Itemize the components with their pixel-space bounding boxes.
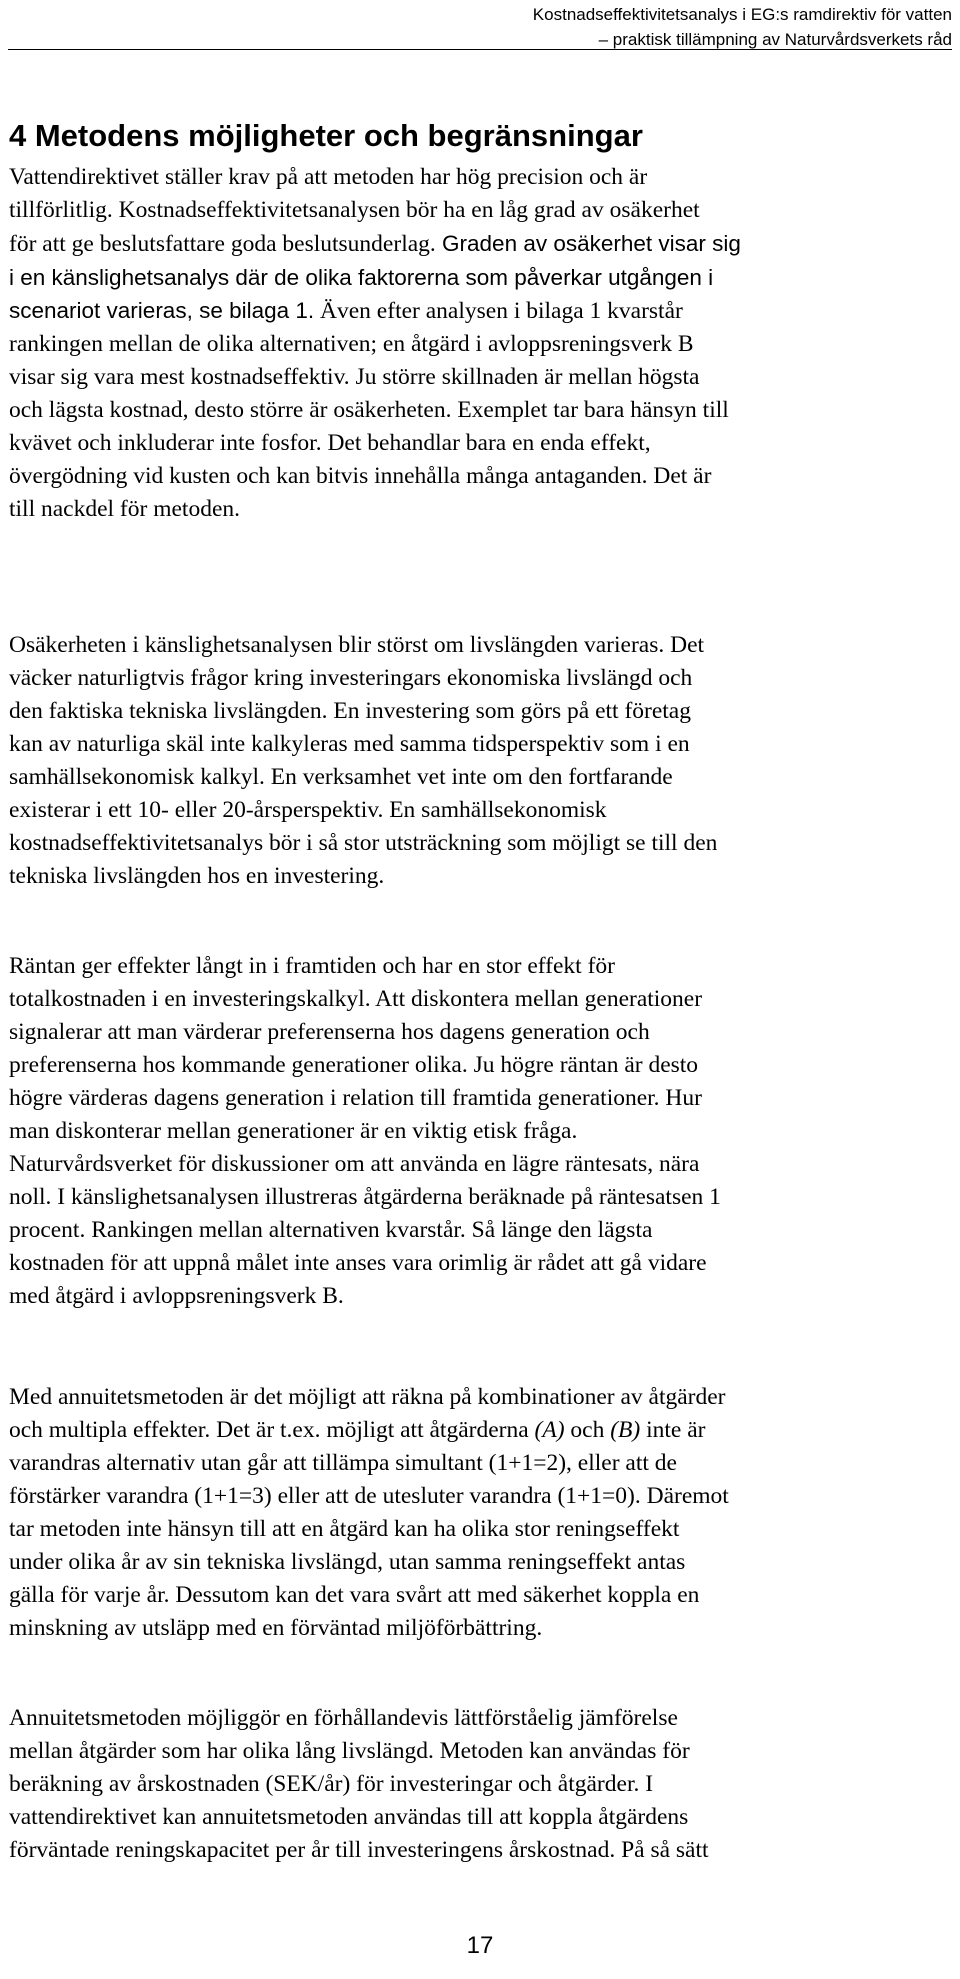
text-line: kostnaden för att uppnå målet inte anses vara orimlig är rådet att gå vidare [9, 1250, 707, 1276]
text-line: övergödning vid kusten och kan bitvis innehålla många antaganden. Det är [9, 463, 712, 489]
text-line: tekniska livslängden hos en investering. [9, 863, 385, 889]
paragraph-precision [9, 161, 954, 526]
text-line: kostnadseffektivitetsanalys bör i så stor utsträckning som möjligt se till den [9, 830, 718, 856]
text-line: minskning av utsläpp med en förväntad miljöförbättring. [9, 1615, 543, 1641]
text-line: samhällsekonomisk kalkyl. En verksamhet vet inte om den fortfarande [9, 764, 673, 790]
page-number: 17 [466, 1932, 494, 1959]
paragraph-lifespan [9, 629, 954, 893]
text-line: tar metoden inte hänsyn till att en åtgärd kan ha olika stor reningseffekt [9, 1516, 680, 1542]
section-heading: 4 Metodens möjligheter och begränsningar [9, 118, 643, 153]
text-line: till nackdel för metoden. [9, 496, 241, 522]
paragraph-annuity-comparison [9, 1702, 954, 1867]
paragraph-interest-rate [9, 950, 954, 1313]
text-line: Vattendirektivet ställer krav på att metoden har hög precision och är [9, 164, 648, 190]
text-line: totalkostnaden i en investeringskalkyl. Att diskontera mellan generationer [9, 986, 703, 1012]
text-line: förväntade reningskapacitet per år till investeringens årskostnad. På så sätt [9, 1837, 709, 1863]
text-line: varandras alternativ utan går att tillämpa simultant (1+1=2), eller att de [9, 1450, 677, 1476]
running-header-subtitle: – praktisk tillämpning av Naturvårdsverkets råd [598, 30, 952, 49]
text-line: Osäkerheten i känslighetsanalysen blir störst om livslängden varieras. Det [9, 632, 705, 658]
text-line: signalerar att man värderar preferenserna hos dagens generation och [9, 1019, 650, 1045]
text-line: i en känslighetsanalys där de olika faktorerna som påverkar utgången i [9, 265, 714, 290]
running-header [52, 2, 952, 52]
text-line: existerar i ett 10- eller 20-årsperspektiv. En samhällsekonomisk [9, 797, 607, 823]
text-line: Naturvårdsverket för diskussioner om att använda en lägre räntesats, nära [9, 1151, 700, 1177]
text-line: gälla för varje år. Dessutom kan det vara svårt att med säkerhet koppla en [9, 1582, 700, 1608]
text-line: noll. I känslighetsanalysen illustreras åtgärderna beräknade på räntesatsen 1 [9, 1184, 721, 1210]
text-line: förstärker varandra (1+1=3) eller att de utesluter varandra (1+1=0). Däremot [9, 1483, 729, 1509]
running-header-title: Kostnadseffektivitetsanalys i EG:s ramdirektiv för vatten [532, 5, 952, 24]
text-line: rankingen mellan de olika alternativen; en åtgärd i avloppsreningsverk B [9, 331, 694, 357]
text-line: och lägsta kostnad, desto större är osäkerheten. Exemplet tar bara hänsyn till [9, 397, 729, 423]
text-line: för att ge beslutsfattare goda beslutsunderlag. Graden av osäkerhet visar sig [9, 231, 741, 257]
text-line: Räntan ger effekter långt in i framtiden och har en stor effekt för [9, 953, 615, 979]
text-line: beräkning av årskostnaden (SEK/år) för investeringar och åtgärder. I [9, 1771, 654, 1797]
text-line: preferenserna hos kommande generationer olika. Ju högre räntan är desto [9, 1052, 699, 1078]
text-line: mellan åtgärder som har olika lång livslängd. Metoden kan användas för [9, 1738, 690, 1764]
text-line: kan av naturliga skäl inte kalkyleras med samma tidsperspektiv som i en [9, 731, 690, 757]
text-line: den faktiska tekniska livslängden. En investering som görs på ett företag [9, 698, 691, 724]
paragraph-annuity-method [9, 1381, 954, 1645]
header-divider [8, 49, 952, 50]
text-line: visar sig vara mest kostnadseffektiv. Ju större skillnaden är mellan högsta [9, 364, 700, 390]
text-line: man diskonterar mellan generationer är en viktig etisk fråga. [9, 1118, 578, 1144]
text-line: och multipla effekter. Det är t.ex. möjligt att åtgärderna (A) och (B) inte är [9, 1417, 706, 1443]
text-line: scenariot varieras, se bilaga 1. Även efter analysen i bilaga 1 kvarstår [9, 298, 683, 324]
text-line: vattendirektivet kan annuitetsmetoden användas till att koppla åtgärdens [9, 1804, 689, 1830]
text-line: tillförlitlig. Kostnadseffektivitetsanalysen bör ha en låg grad av osäkerhet [9, 197, 700, 223]
text-line: högre värderas dagens generation i relation till framtida generationer. Hur [9, 1085, 702, 1111]
text-line: Annuitetsmetoden möjliggör en förhållandevis lättförståelig jämförelse [9, 1705, 678, 1731]
text-line: väcker naturligtvis frågor kring investeringars ekonomiska livslängd och [9, 665, 693, 691]
text-line: kvävet och inkluderar inte fosfor. Det behandlar bara en enda effekt, [9, 430, 651, 456]
measure-a-label: (A) [534, 1417, 565, 1443]
measure-b-label: (B) [610, 1417, 641, 1443]
text-line: under olika år av sin tekniska livslängd, utan samma reningseffekt antas [9, 1549, 686, 1575]
text-line: med åtgärd i avloppsreningsverk B. [9, 1283, 344, 1309]
text-line: procent. Rankingen mellan alternativen kvarstår. Så länge den lägsta [9, 1217, 653, 1243]
text-line: Med annuitetsmetoden är det möjligt att räkna på kombinationer av åtgärder [9, 1384, 726, 1410]
